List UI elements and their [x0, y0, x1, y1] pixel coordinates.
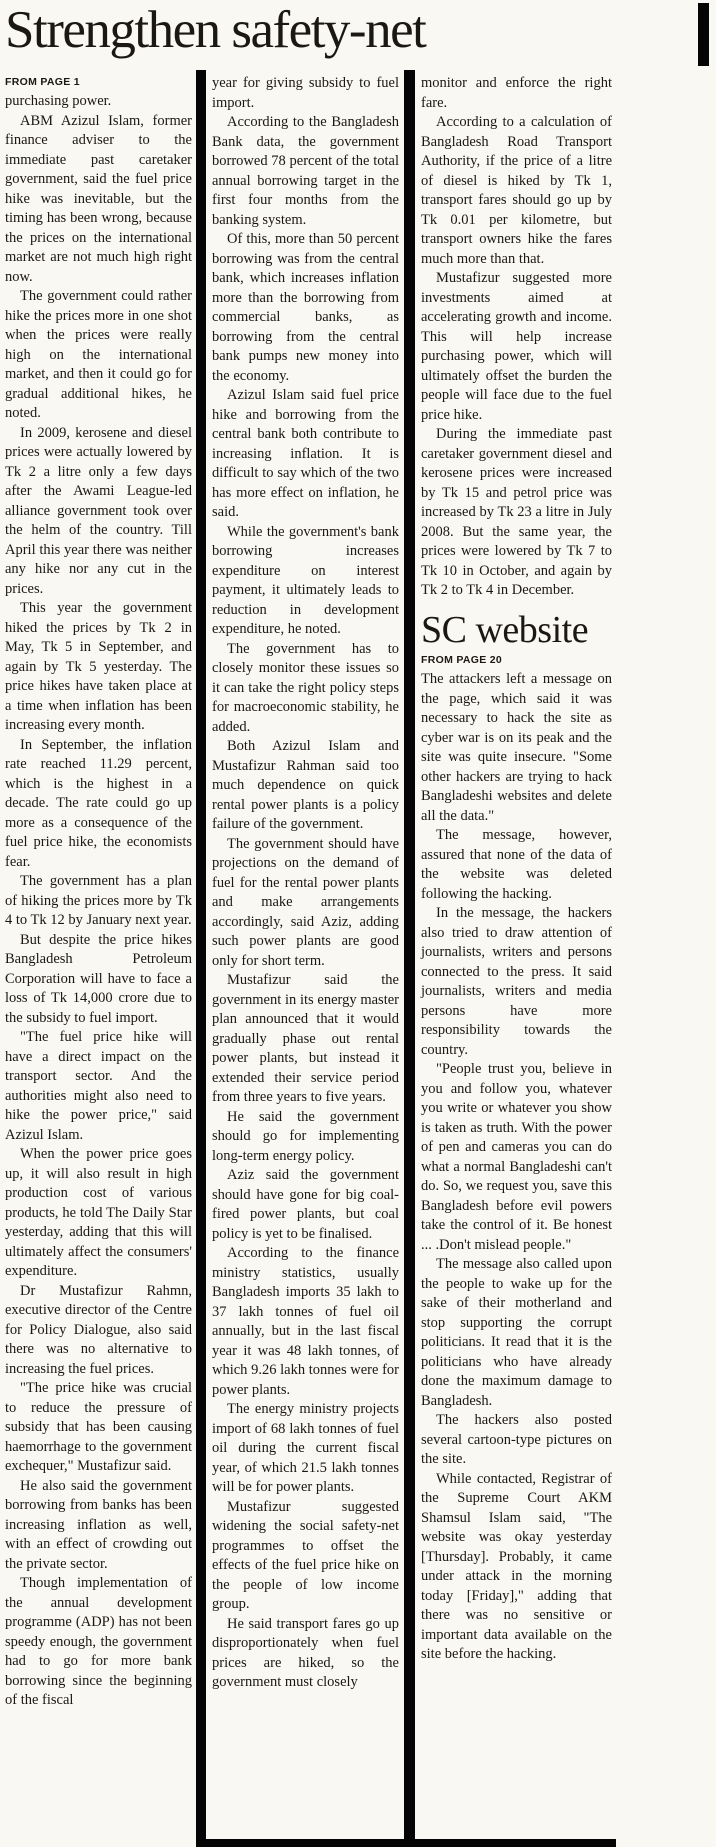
paragraph: Azizul Islam said fuel price hike and borrowing from the central bank both contribute to increasing inflation. It is difficult to say which of the two has more effect on inflation, he said. [212, 387, 399, 520]
paragraph: He said transport fares go up disproportionately when fuel prices are hiked, so the government must closely [212, 1615, 399, 1690]
column-3 [421, 74, 612, 1665]
article1-column-2 [212, 74, 399, 1693]
paragraph: The message also called upon the people to wake up for the sake of their motherland and stop supporting the corrupt politicians. It read that it is the politicians who have already done the maximum damage to Bangladesh. [421, 1256, 612, 1409]
paragraph: He said the government should go for implementing long-term energy policy. [212, 1108, 399, 1164]
paragraph: Both Azizul Islam and Mustafizur Rahman said too much dependence on quick rental power plants is a policy failure of the government. [212, 738, 399, 832]
paragraph: In the message, the hackers also tried to draw attention of journalists, writers and persons connected to the press. It said journalists, writers and media persons have more responsibility towards the country. [421, 905, 612, 1058]
paragraph: The government has to closely monitor these issues so it can take the right policy steps for macroeconomic stability, he added. [212, 640, 399, 735]
bottom-rule [206, 1839, 616, 1847]
article2-lead-paragraph: The attackers left a message on the page, which said it was necessary to hack the site as cyber war is on its peak and the site was quite insecure. "Some other hackers are trying to hack Bangladeshi websites and delete all the data." [421, 671, 612, 824]
continuation-fragment: monitor and enforce the right fare. [421, 75, 612, 111]
paragraph: "The fuel price hike will have a direct impact on the transport sector. And the authorities might also need to hike the power price," said Azizul Islam. [5, 1029, 192, 1143]
paragraph: According to a calculation of Bangladesh Road Transport Authority, if the price of a litre of diesel is hiked by Tk 1, transport fares should go up by Tk 0.01 per kilometre, but transport owners hike the fares much more than that. [421, 114, 612, 267]
paragraph: The energy ministry projects import of 68 lakh tonnes of fuel oil during the current fiscal year, of which 21.5 lakh tonnes will be for power plants. [212, 1401, 399, 1495]
paragraph: Mustafizur said the government in its energy master plan announced that it would gradually phase out rental power plants, but instead it extended their service period from three years to five years. [212, 972, 399, 1105]
paragraph: During the immediate past caretaker government diesel and kerosene prices were increased by Tk 15 and petrol price was increased by Tk 23 a litre in July 2008. But the same year, the prices were lowered by Tk 7 to Tk 10 in October, and again by Tk 2 to Tk 4 in December. [421, 426, 612, 598]
article2-headline: SC website [421, 608, 589, 651]
paragraph: The hackers also posted several cartoon-type pictures on the site. [421, 1412, 612, 1468]
from-page-tag-1: FROM PAGE 1 [5, 76, 80, 88]
continuation-fragment: year for giving subsidy to fuel import. [212, 75, 399, 111]
paragraph: According to the Bangladesh Bank data, the government borrowed 78 percent of the total annual borrowing target in the first four months from the banking system. [212, 114, 399, 228]
paragraph: The message, however, assured that none of the data of the website was deleted following the hacking. [421, 827, 612, 902]
from-page-tag-2: FROM PAGE 20 [421, 654, 503, 667]
column-divider-1 [196, 70, 206, 1847]
continuation-fragment: purchasing power. [5, 93, 112, 109]
paragraph: Mustafizur suggested more investments aimed at accelerating growth and income. This will help increase purchasing power, which will ultimately offset the burden the people will face due to the fuel price hike. [421, 270, 612, 423]
paragraph-list [421, 826, 612, 1665]
paragraph: Aziz said the government should have gone for big coal-fired power plants, but coal policy is yet to be finalised. [212, 1167, 399, 1242]
paragraph: This year the government hiked the prices by Tk 2 in May, Tk 5 in September, and again by Tk 5 yesterday. The price hikes have taken place at a time when inflation has been increasing every month. [5, 600, 192, 733]
paragraph: In 2009, kerosene and diesel prices were actually lowered by Tk 2 a litre only a few days after the Awami League-led alliance government took over the helm of the country. Till April this year there was neither any hike nor any cut in the prices. [5, 424, 192, 597]
paragraph: Of this, more than 50 percent borrowing was from the central bank, which increases inflation more than the borrowing from commercial banks, as borrowing from the central bank pumps new money into the economy. [212, 231, 399, 384]
paragraph-list [421, 113, 612, 601]
paragraph: "The price hike was crucial to reduce the pressure of subsidy that has been causing haemorrhage to the government exchequer," Mustafizur said. [5, 1380, 192, 1474]
paragraph: While the government's bank borrowing increases expenditure on interest payment, it ultimately leads to reduction in development expenditure, he noted. [212, 523, 399, 637]
paragraph: Dr Mustafizur Rahmn, executive director of the Centre for Policy Dialogue, also said there was no alternative to increasing the fuel prices. [5, 1282, 192, 1377]
paragraph: The government should have projections on the demand of fuel for the rental power plants and make arrangements accordingly, said Aziz, adding such power plants are good only for short term. [212, 835, 399, 969]
paragraph: The government has a plan of hiking the prices more by Tk 4 to Tk 12 by January next year. [5, 873, 192, 928]
paragraph-list [5, 112, 192, 1711]
article1-column-1 [5, 74, 192, 1711]
paragraph: According to the finance ministry statistics, usually Bangladesh imports 35 lakh to 37 lakh tonnes of fuel oil annually, but in the last fiscal year it was 48 lakh tonnes, of which 9.26 lakh tonnes were for power plants. [212, 1245, 399, 1398]
paragraph-list [212, 113, 399, 1693]
paragraph: Though implementation of the annual development programme (ADP) has not been speedy enough, the government had to go for more bank borrowing since the beginning of the fiscal [5, 1575, 192, 1708]
column-divider-2 [404, 70, 415, 1847]
column-divider-top-right [698, 3, 709, 66]
paragraph: Mustafizur suggested widening the social safety-net programmes to offset the effects of the fuel price hike on the people of low income group. [212, 1498, 399, 1612]
paragraph: ABM Azizul Islam, former finance adviser to the immediate past caretaker government, said the fuel price hike was inevitable, but the timing has been wrong, because the prices on the international market are not much high right now. [5, 112, 192, 285]
paragraph: But despite the price hikes Bangladesh Petroleum Corporation will have to face a loss of Tk 14,000 crore due to the subsidy to fuel import. [5, 931, 192, 1026]
article1-headline: Strengthen safety-net [5, 1, 426, 59]
paragraph: He also said the government borrowing from banks has been increasing inflation as well, with an effect of crowding out the private sector. [5, 1477, 192, 1572]
paragraph: While contacted, Registrar of the Supreme Court AKM Shamsul Islam said, "The website was okay yesterday [Thursday]. Probably, it came under attack in the morning today [Friday]," adding that there was no sensitive or important data available on the site before the hacking. [421, 1470, 612, 1663]
paragraph: When the power price goes up, it will also result in high production cost of various products, he told The Daily Star yesterday, adding that this will ultimately affect the consumers' expenditure. [5, 1146, 192, 1279]
paragraph: "People trust you, believe in you and follow you, whatever you write or whatever you show is taken as truth. With the power of pen and cameras you can do what a normal Bangladeshi can't do. So, we request you, save this Bangladesh before evil powers take the control of it. Be honest ... .Don't mislead people." [421, 1061, 612, 1253]
paragraph: The government could rather hike the prices more in one shot when the prices were really high on the international market, and then it could go for gradual additional hikes, he noted. [5, 288, 192, 421]
paragraph: In September, the inflation rate reached 11.29 percent, which is the highest in a decade. The rate could go up more as a consequence of the fuel price hike, the economists fear. [5, 736, 192, 870]
